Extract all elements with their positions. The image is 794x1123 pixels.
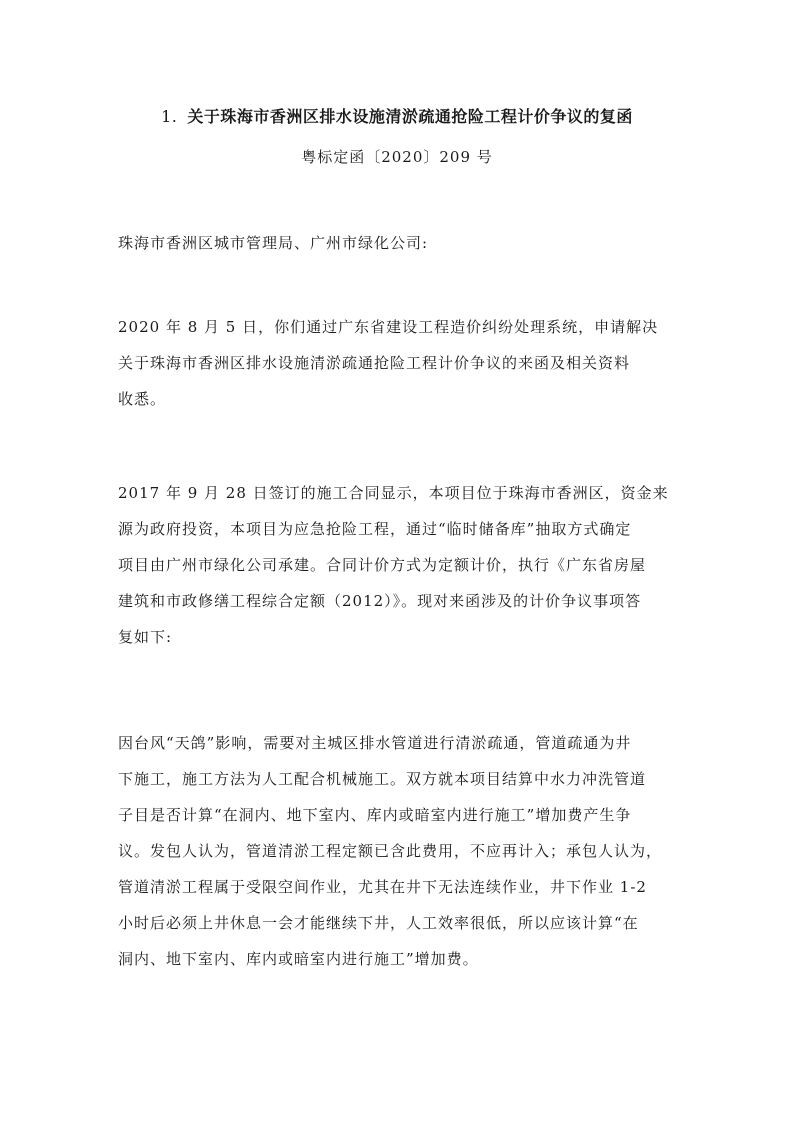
document-number: 粤标定函〔2020〕209 号 [301,148,493,166]
paragraph-line: 因台风“天鸽”影响，需要对主城区排水管道进行清淤疏通，管道疏通为井 [118,734,632,752]
paragraph-line: 议。发包人认为，管道清淤工程定额已含此费用，不应再计入；承包人认为， [118,842,663,860]
paragraph-line: 下施工，施工方法为人工配合机械施工。双方就本项目结算中水力冲洗管道 [118,770,647,788]
document-title [0,104,794,127]
title-number: 1. [161,107,178,126]
salutation-text: 珠海市香洲区城市管理局、广州市绿化公司: [118,234,429,252]
paragraph-line: 复如下: [118,628,173,646]
paragraph-line: 建筑和市政修缮工程综合定额（2012）》。现对来函涉及的计价争议事项答 [118,592,642,610]
paragraph-1 [118,316,678,424]
paragraph-line: 小时后必须上井休息一会才能继续下井，人工效率很低，所以应该计算“在 [118,914,639,932]
paragraph-2 [118,482,678,662]
title-text: 关于珠海市香洲区排水设施清淤疏通抢险工程计价争议的复函 [187,107,633,126]
salutation [118,232,678,268]
paragraph-line: 收悉。 [118,390,167,408]
paragraph-line: 洞内、地下室内、库内或暗室内进行施工”增加费。 [118,950,479,968]
paragraph-line: 关于珠海市香洲区排水设施清淤疏通抢险工程计价争议的来函及相关资料 [118,354,631,372]
paragraph-line: 子目是否计算“在洞内、地下室内、库内或暗室内进行施工”增加费产生争 [118,806,632,824]
paragraph-3 [118,732,678,984]
paragraph-line: 管道清淤工程属于受限空间作业，尤其在井下无法连续作业，井下作业 1-2 [118,878,647,896]
paragraph-line: 源为政府投资，本项目为应急抢险工程，通过“临时储备库”抽取方式确定 [118,520,632,538]
paragraph-line: 2020 年 8 月 5 日，你们通过广东省建设工程造价纠纷处理系统，申请解决 [118,318,659,336]
paragraph-line: 2017 年 9 月 28 日签订的施工合同显示，本项目位于珠海市香洲区，资金来 [118,484,669,502]
paragraph-line: 项目由广州市绿化公司承建。合同计价方式为定额计价，执行《广东省房屋 [118,556,647,574]
